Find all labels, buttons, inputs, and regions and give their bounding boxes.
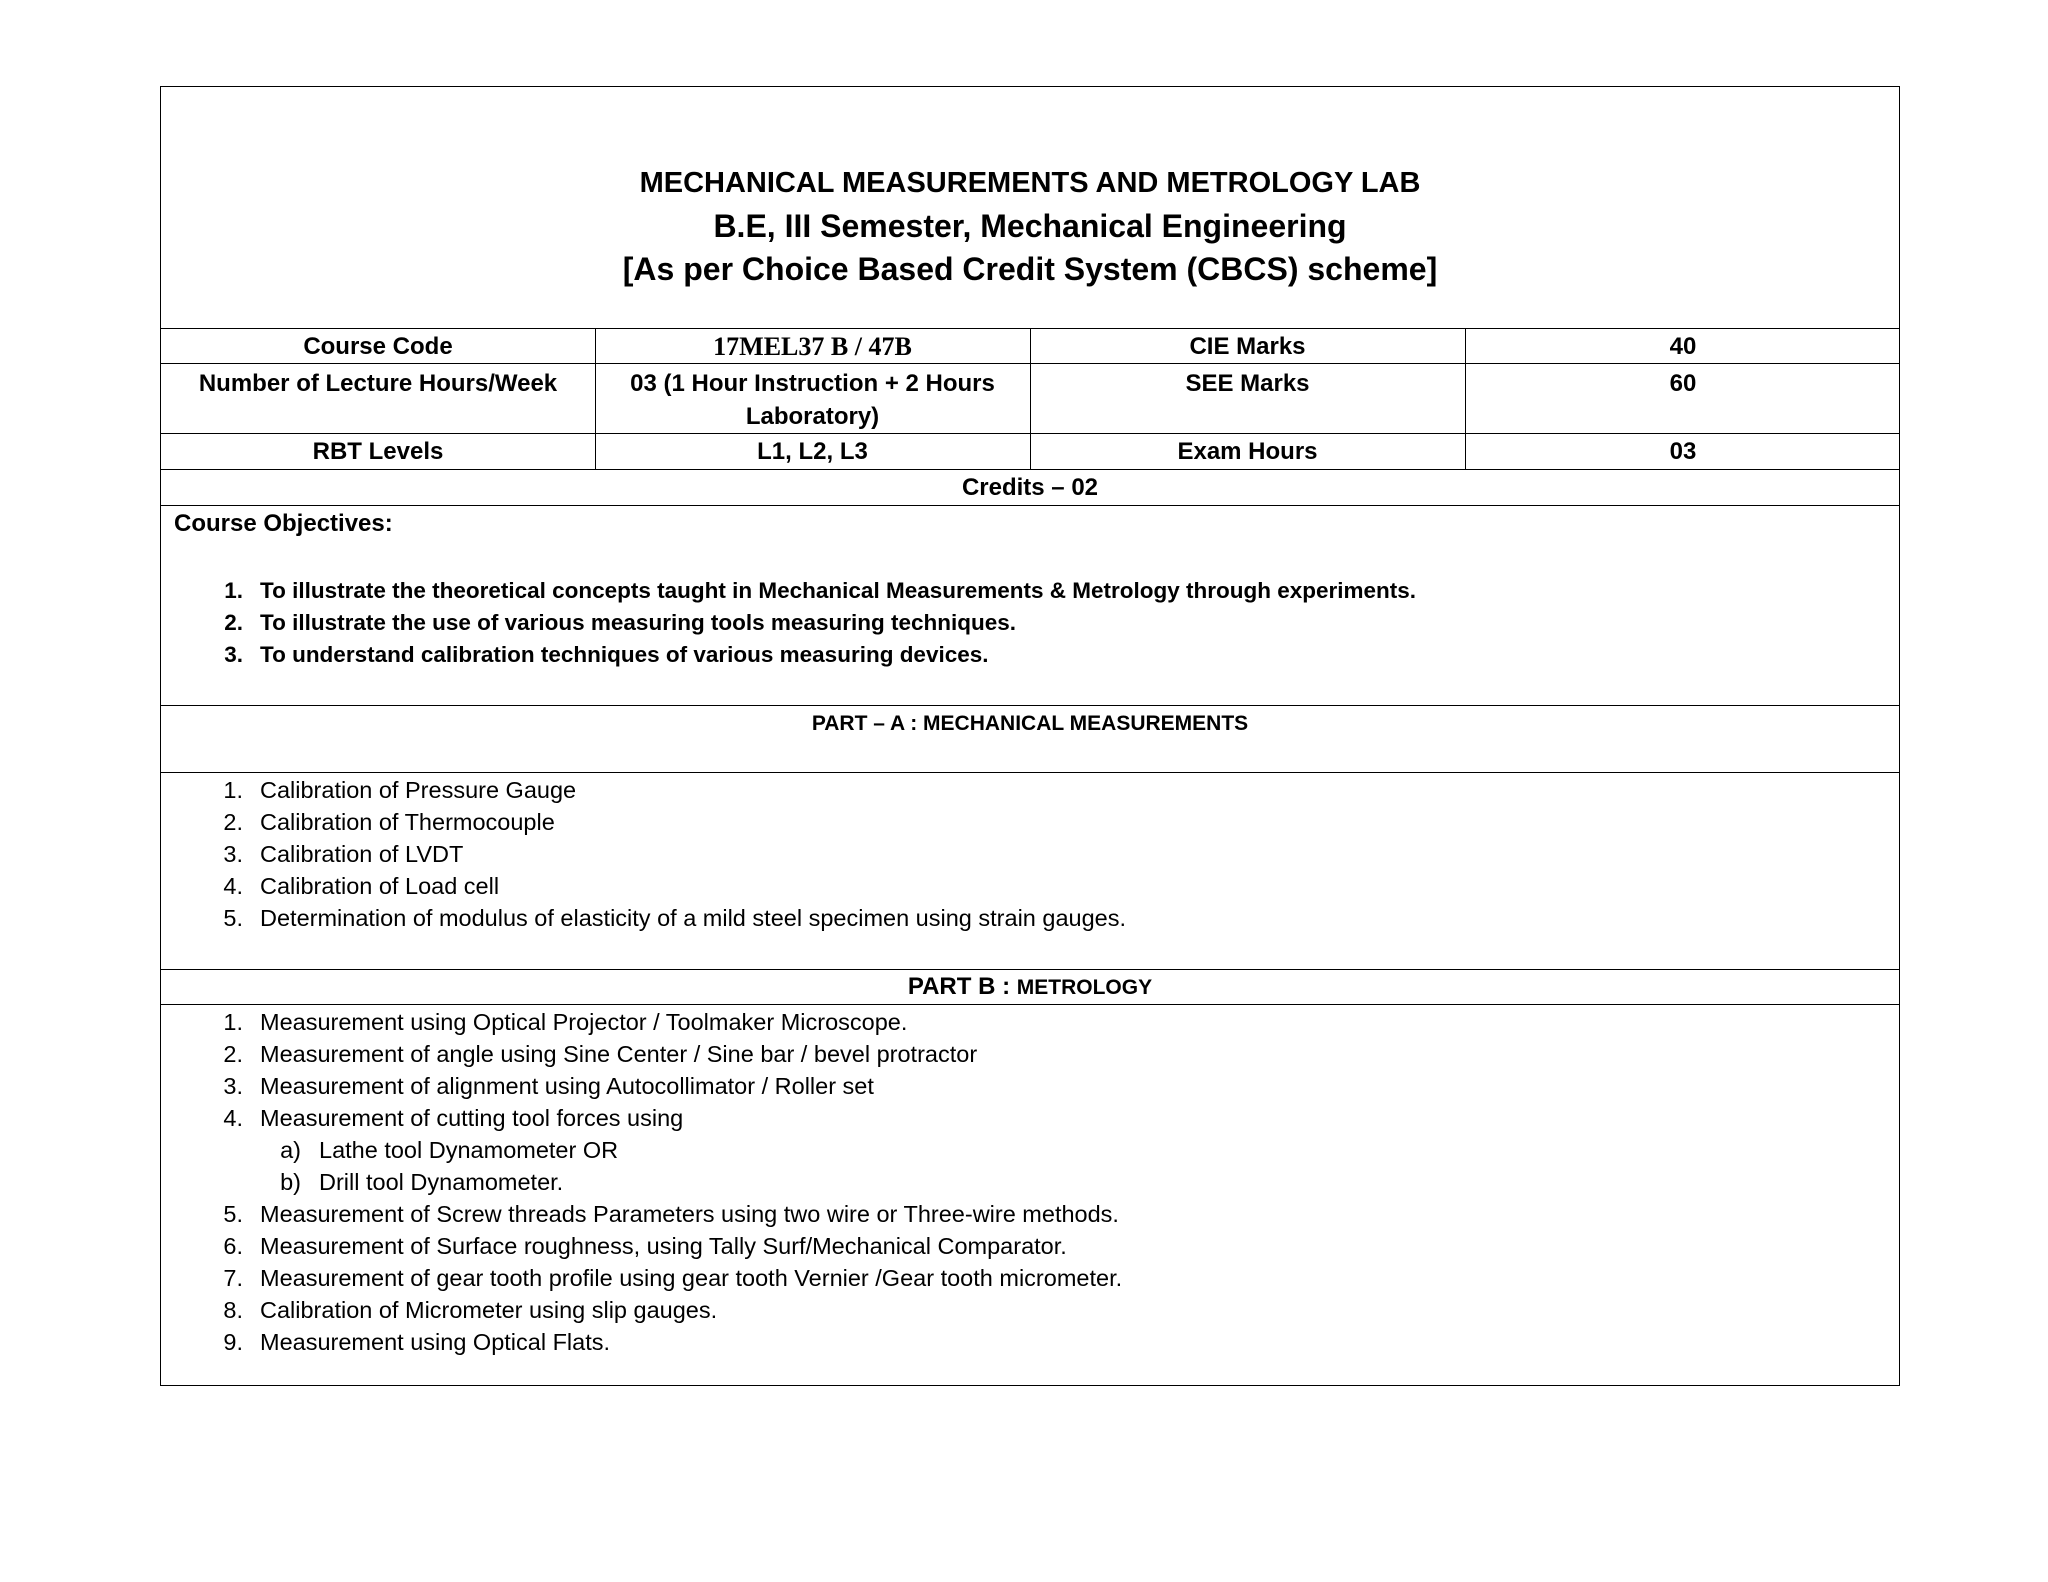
item-text: Determination of modulus of elasticity of a mild steel specimen using strain gauges. (260, 905, 1127, 931)
item-text: Measurement of Surface roughness, using Tally Surf/Mechanical Comparator. (260, 1233, 1067, 1259)
item-number: 5. (223, 905, 243, 931)
cie-marks-label: CIE Marks (1189, 333, 1306, 360)
exam-hours-label: Exam Hours (1177, 438, 1318, 465)
item-number: 1. (223, 1009, 243, 1035)
item-text: To illustrate the theoretical concepts taught in Mechanical Measurements & Metrology through experiments. (260, 578, 1417, 603)
item-number: a) (280, 1137, 301, 1163)
course-scheme: [As per Choice Based Credit System (CBCS) scheme] (622, 251, 1438, 287)
rbt-levels-label: RBT Levels (312, 438, 444, 465)
item-text: Calibration of Pressure Gauge (260, 777, 577, 803)
part-b-heading (161, 970, 1899, 1007)
item-number: 2. (223, 1041, 243, 1067)
part-a-heading: PART – A : MECHANICAL MEASUREMENTS (811, 712, 1249, 735)
item-number: 8. (223, 1297, 243, 1323)
item-number: 7. (223, 1265, 243, 1291)
cie-marks-value: 40 (1669, 333, 1697, 360)
item-text: Lathe tool Dynamometer OR (319, 1137, 619, 1163)
lecture-hours-label: Number of Lecture Hours/Week (198, 370, 558, 397)
item-number: 2. (223, 809, 243, 835)
item-number: 9. (223, 1329, 243, 1355)
see-marks-value: 60 (1669, 370, 1697, 397)
lecture-hours-value-line2: Laboratory) (745, 403, 880, 430)
table-rule (161, 505, 1899, 506)
item-number: 3. (223, 841, 243, 867)
item-text: Measurement of angle using Sine Center / Sine bar / bevel protractor (260, 1041, 978, 1067)
item-number: 3. (224, 642, 243, 667)
item-number: 3. (223, 1073, 243, 1099)
item-text: Measurement using Optical Projector / Toolmaker Microscope. (260, 1009, 908, 1035)
item-number: 4. (223, 1105, 243, 1131)
exam-hours-value: 03 (1669, 438, 1697, 465)
item-text: Calibration of Thermocouple (260, 809, 555, 835)
rbt-levels-value: L1, L2, L3 (757, 438, 868, 465)
part-b-heading-suffix: METROLOGY (1016, 976, 1153, 999)
item-number: 1. (224, 578, 243, 603)
item-number: 4. (223, 873, 243, 899)
item-text: Measurement of alignment using Autocollimator / Roller set (260, 1073, 874, 1099)
item-text: Drill tool Dynamometer. (319, 1169, 564, 1195)
section-rule (161, 705, 1899, 706)
lecture-hours-value-line1: 03 (1 Hour Instruction + 2 Hours (630, 370, 995, 397)
item-number: 6. (223, 1233, 243, 1259)
syllabus-sheet (160, 86, 1900, 1386)
objectives-heading: Course Objectives: (174, 510, 393, 537)
credits: Credits – 02 (961, 474, 1099, 501)
item-number: 5. (223, 1201, 243, 1227)
item-text: Measurement of gear tooth profile using gear tooth Vernier /Gear tooth micrometer. (260, 1265, 1123, 1291)
item-number: 2. (224, 610, 243, 635)
section-rule (161, 772, 1899, 773)
item-text: Measurement of cutting tool forces using (260, 1105, 684, 1131)
item-number: 1. (223, 777, 243, 803)
see-marks-label: SEE Marks (1185, 370, 1310, 397)
item-text: Calibration of Micrometer using slip gauges. (260, 1297, 718, 1323)
item-text: To illustrate the use of various measuring tools measuring techniques. (260, 610, 1016, 635)
table-rule (161, 469, 1899, 470)
course-subtitle: B.E, III Semester, Mechanical Engineering (713, 208, 1347, 244)
part-b-heading-prefix: PART B : (907, 973, 1017, 1000)
item-number: b) (280, 1169, 301, 1195)
item-text: Calibration of LVDT (260, 841, 464, 867)
course-title: MECHANICAL MEASUREMENTS AND METROLOGY LAB (639, 167, 1421, 199)
item-text: To understand calibration techniques of various measuring devices. (260, 642, 989, 667)
course-code-label: Course Code (303, 333, 453, 360)
item-text: Calibration of Load cell (260, 873, 500, 899)
course-code-value: 17MEL37 B / 47B (713, 332, 912, 361)
item-text: Measurement using Optical Flats. (260, 1329, 611, 1355)
item-text: Measurement of Screw threads Parameters using two wire or Three-wire methods. (260, 1201, 1119, 1227)
